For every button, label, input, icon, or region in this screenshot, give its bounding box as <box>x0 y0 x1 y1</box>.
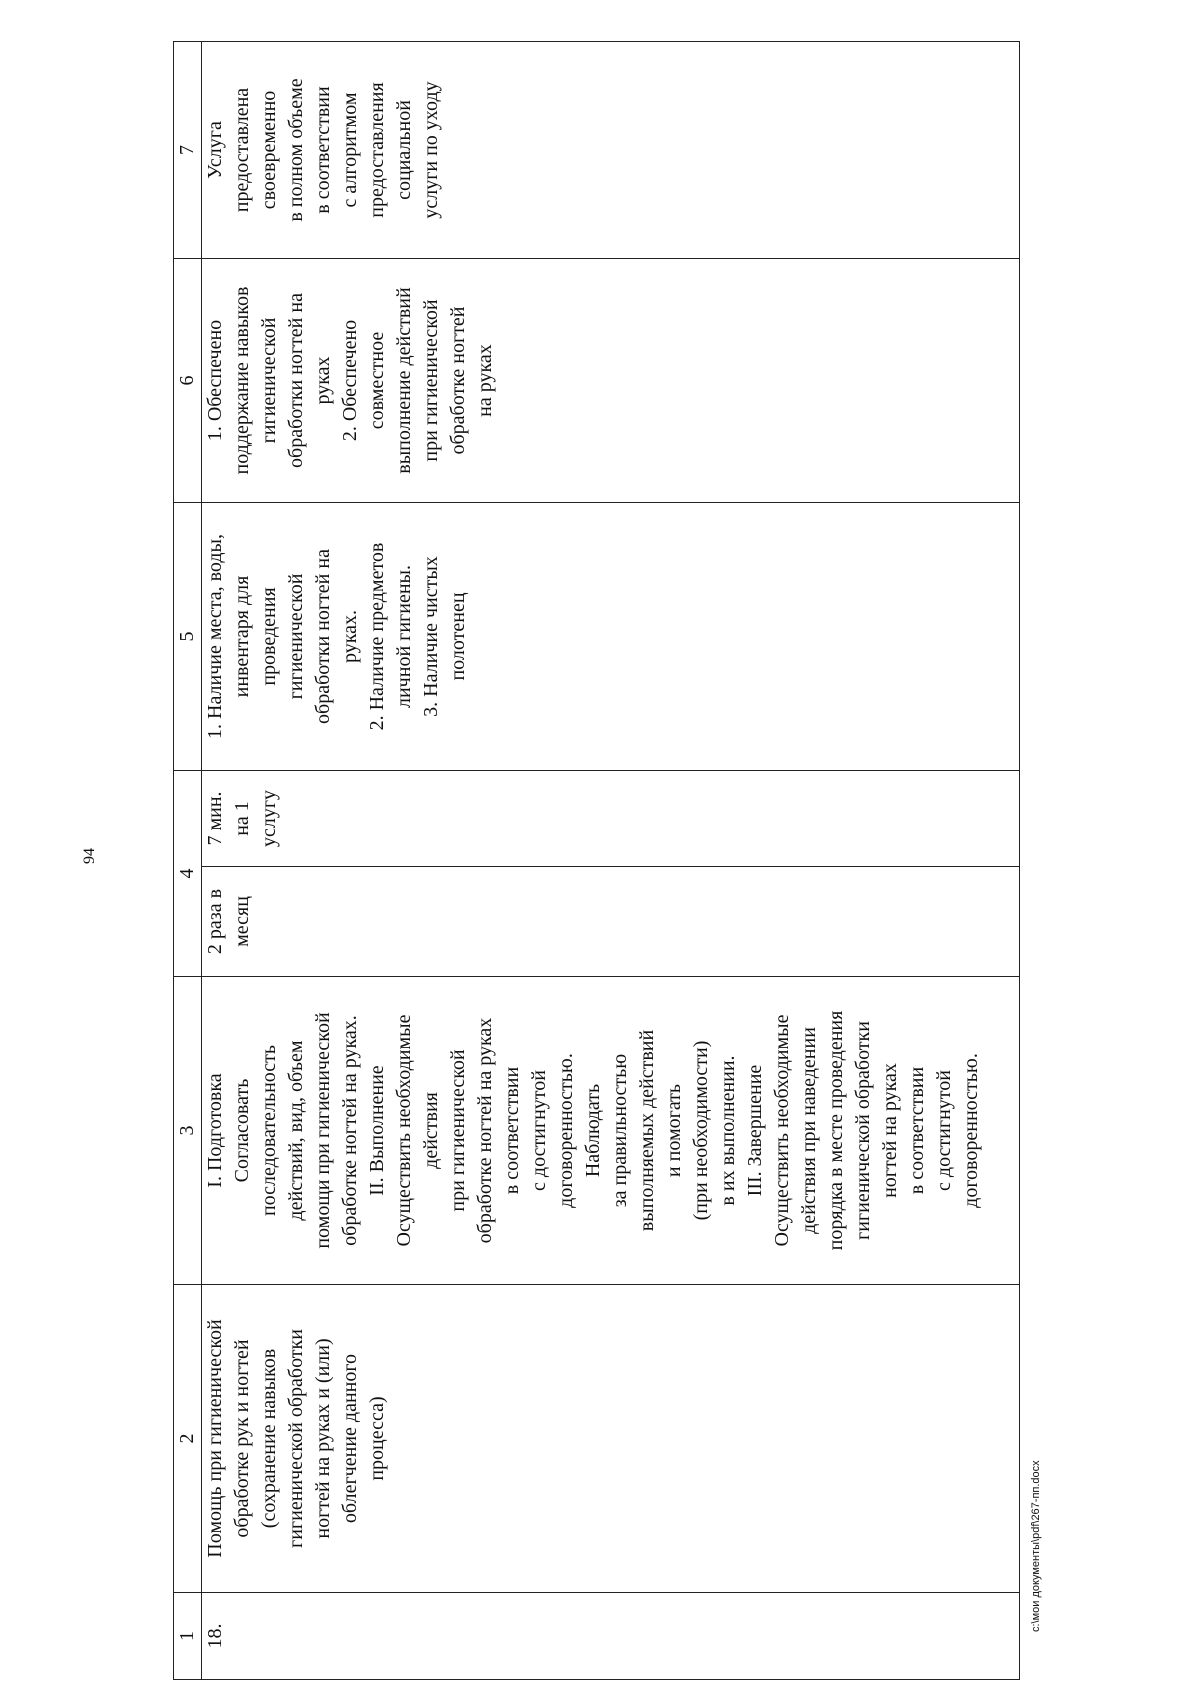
results-line: поддержание навыков <box>231 286 253 475</box>
procedure-line: за правильностью <box>609 1053 631 1208</box>
evaluation-line: своевременно <box>258 90 280 210</box>
procedure-line: и помогать <box>663 1083 685 1178</box>
procedure-line: при гигиенической <box>447 1049 469 1212</box>
conditions-line: проведения <box>258 587 280 686</box>
column-number-7: 7 <box>174 42 202 259</box>
conditions-line: 2. Наличие предметов <box>366 542 388 731</box>
procedure-line: ногтей на руках <box>879 1063 901 1198</box>
service-line: гигиенической обработки <box>285 1329 307 1548</box>
conditions-line: гигиенической <box>285 573 307 700</box>
results-line: руках <box>312 356 334 405</box>
service-name-cell <box>202 1285 1020 1593</box>
service-line: ногтей на руках и (или) <box>312 1338 334 1539</box>
conditions-line: полотенец <box>447 592 469 681</box>
page-number: 94 <box>81 848 98 864</box>
procedure-line: договоренностью. <box>960 1053 982 1208</box>
procedure-line: действия при наведении <box>798 1027 820 1234</box>
frequency-cell <box>202 867 1020 977</box>
time-line: на 1 <box>231 801 253 836</box>
evaluation-line: услуги по уходу <box>420 81 442 219</box>
procedure-line: с достигнутой <box>933 1070 955 1191</box>
conditions-line: инвентаря для <box>231 575 253 698</box>
frequency-line: 2 раза в <box>204 888 226 955</box>
results-line: выполнение действий <box>393 287 415 474</box>
procedure-line: Осуществить необходимые <box>393 1014 415 1247</box>
procedure-line: действий, вид, объем <box>285 1040 307 1221</box>
procedure-line: договоренностью. <box>555 1053 577 1208</box>
evaluation-line: в соответствии <box>312 86 334 214</box>
service-line: Помощь при гигиенической <box>204 1319 226 1558</box>
conditions-line: обработки ногтей на <box>312 549 334 724</box>
procedure-line: с достигнутой <box>528 1070 550 1191</box>
procedure-line: обработке ногтей на руках <box>474 1017 496 1244</box>
results-line: 2. Обеспечено <box>339 319 361 442</box>
results-line: обработке ногтей <box>447 306 469 455</box>
procedure-line: Наблюдать <box>582 1083 604 1178</box>
evaluation-line: Услуга <box>204 121 226 179</box>
procedure-line: последовательность <box>258 1044 280 1217</box>
evaluation-cell <box>202 42 1020 259</box>
column-number-row <box>174 42 202 1680</box>
row-number-cell <box>202 1593 1020 1680</box>
evaluation-line: предоставлена <box>231 87 253 213</box>
procedure-line: I. Подготовка <box>204 1073 226 1188</box>
evaluation-line: с алгоритмом <box>339 92 361 208</box>
evaluation-line: предоставления <box>366 82 388 218</box>
service-line: обработке рук и ногтей <box>231 1339 253 1538</box>
procedure-line: Согласовать <box>231 1078 253 1183</box>
conditions-line: личной гигиены. <box>393 565 415 708</box>
procedure-line: II. Выполнение <box>366 1065 388 1196</box>
procedure-line: в их выполнении. <box>717 1055 739 1206</box>
procedure-line: III. Завершение <box>744 1064 766 1197</box>
conditions-line: 3. Наличие чистых <box>420 556 442 717</box>
results-cell <box>202 259 1020 503</box>
procedure-cell <box>202 977 1020 1285</box>
procedure-line: действия <box>420 1092 442 1169</box>
procedure-line: обработке ногтей на руках. <box>339 1015 361 1246</box>
procedure-line: порядка в месте проведения <box>825 1010 847 1251</box>
conditions-line: 1. Наличие места, воды, <box>204 534 226 739</box>
results-line: при гигиенической <box>420 299 442 462</box>
results-line: гигиенической <box>258 317 280 444</box>
frequency-line: месяц <box>231 896 253 947</box>
results-line: на руках <box>474 344 496 417</box>
column-number-6: 6 <box>174 259 202 503</box>
row-number: 18. <box>204 1623 226 1649</box>
procedure-line: в соответствии <box>906 1066 928 1195</box>
table-row <box>202 42 1020 1680</box>
procedure-line: помощи при гигиенической <box>312 1012 334 1249</box>
column-number-2: 2 <box>174 1285 202 1593</box>
procedure-line: Осуществить необходимые <box>771 1014 793 1247</box>
column-number-5: 5 <box>174 503 202 771</box>
column-number-3: 3 <box>174 977 202 1285</box>
time-line: услугу <box>258 789 280 848</box>
column-number-4: 4 <box>174 771 202 977</box>
service-line: процесса) <box>366 1396 388 1481</box>
procedure-line: (при необходимости) <box>690 1040 712 1221</box>
column-number-1: 1 <box>174 1593 202 1680</box>
service-line: облегчение данного <box>339 1353 361 1524</box>
service-table-rotated <box>173 42 1020 1680</box>
service-table <box>173 41 1020 1680</box>
time-line: 7 мин. <box>204 791 226 846</box>
evaluation-line: социальной <box>393 100 415 200</box>
service-line: (сохранение навыков <box>258 1348 280 1529</box>
procedure-line: гигиенической обработки <box>852 1021 874 1240</box>
procedure-line: в соответствии <box>501 1066 523 1195</box>
conditions-cell <box>202 503 1020 771</box>
procedure-line: выполняемых действий <box>636 1029 658 1232</box>
footer-file-path: c:\мои документы\pdf\267-пп.docx <box>1030 1460 1042 1632</box>
evaluation-line: в полном объеме <box>285 78 307 222</box>
results-line: совместное <box>366 331 388 430</box>
results-line: 1. Обеспечено <box>204 319 226 442</box>
results-line: обработки ногтей на <box>285 293 307 468</box>
time-cell <box>202 771 1020 867</box>
conditions-line: руках. <box>339 609 361 664</box>
